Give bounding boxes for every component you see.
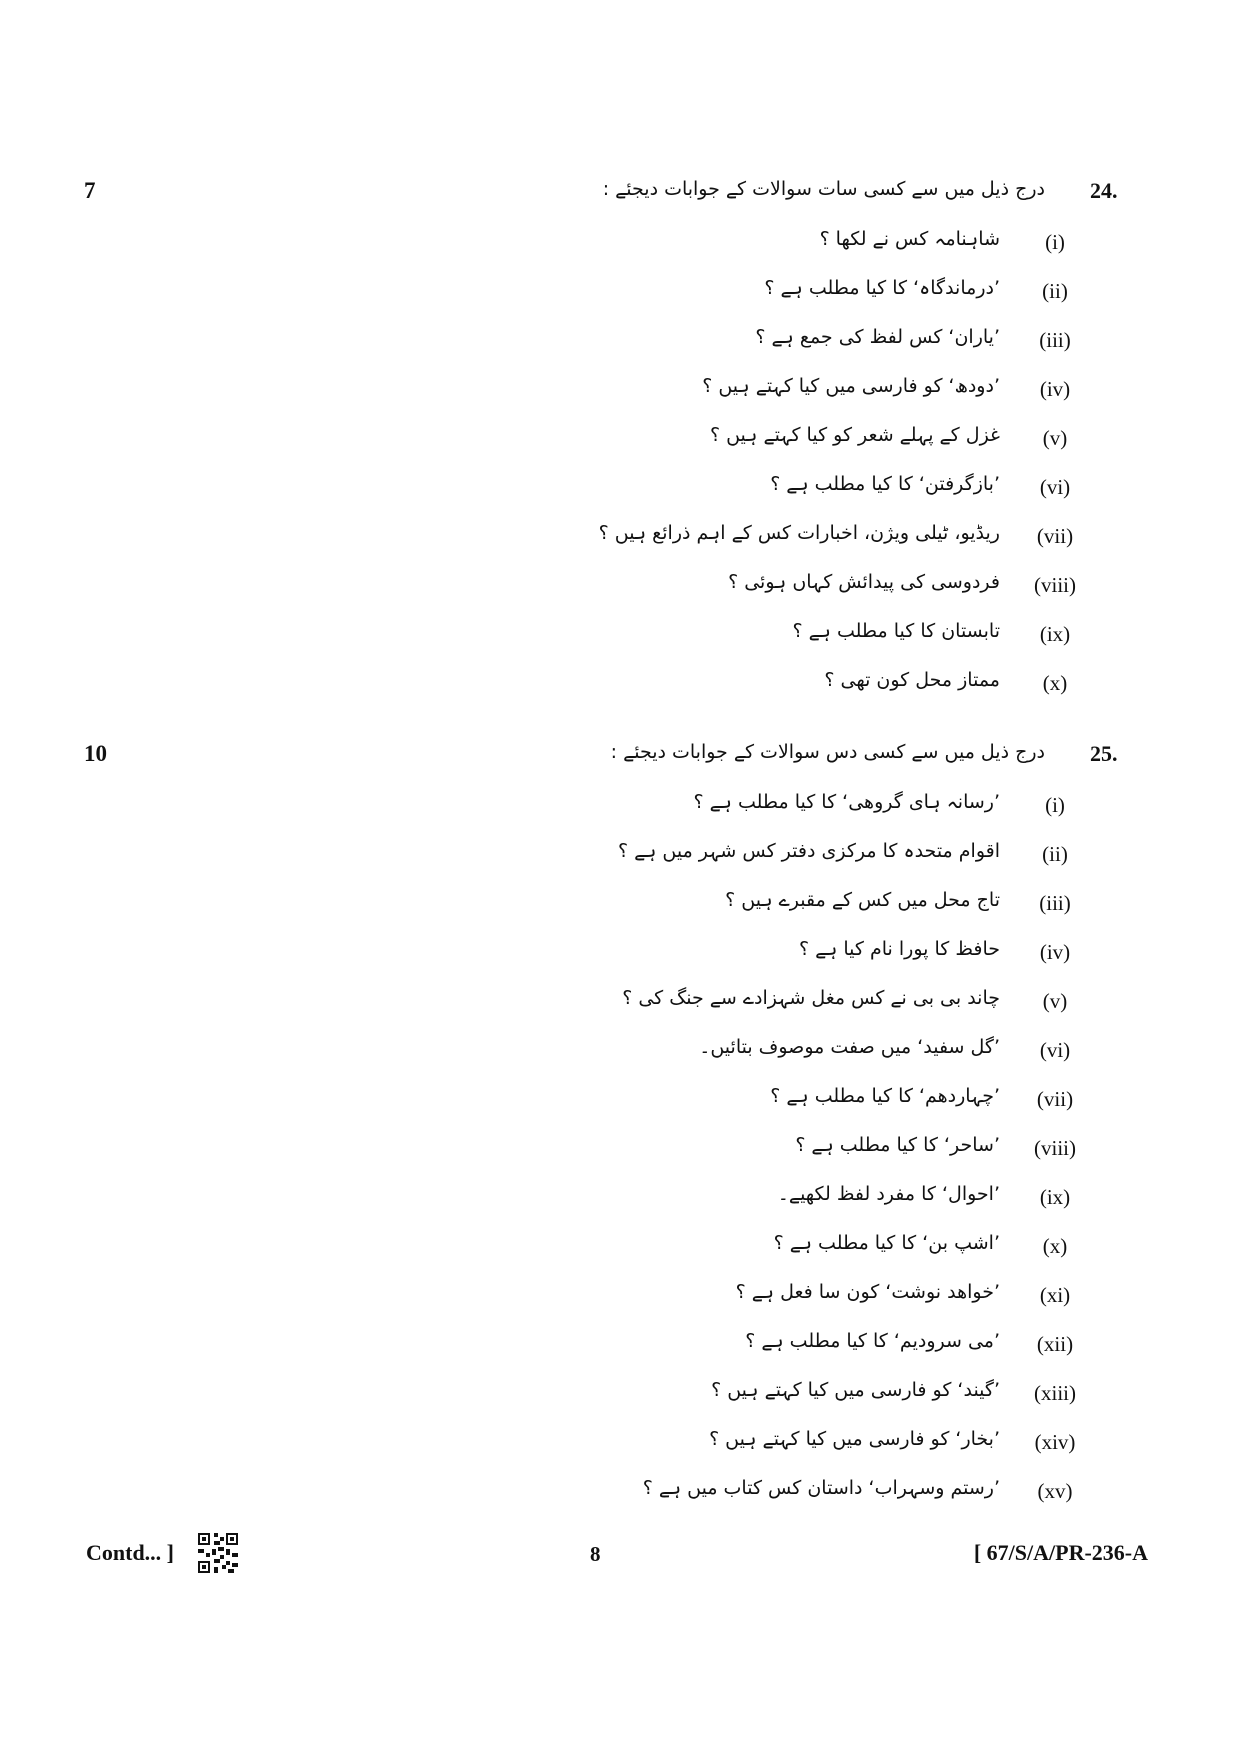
item-text: ’رسانہ ہای گروھی‘ کا کیا مطلب ہے ؟ [693,791,1000,813]
item-text: ’یاران‘ کس لفظ کی جمع ہے ؟ [755,326,1000,348]
q25-item [0,1426,1240,1466]
item-text: ممتاز محل کون تھی ؟ [824,669,1000,691]
qr-code-icon [198,1533,238,1573]
item-text: شاہنامہ کس نے لکھا ؟ [819,228,1000,250]
item-text: ’اشپ بن‘ کا کیا مطلب ہے ؟ [773,1232,1000,1254]
item-text: تابستان کا کیا مطلب ہے ؟ [792,620,1000,642]
q24-item [0,422,1240,462]
item-roman: (xiv) [1034,1430,1076,1454]
item-text: ’می سرودیم‘ کا کیا مطلب ہے ؟ [745,1330,1000,1352]
q24-item [0,667,1240,707]
q25-instruction: درج ذیل میں سے کسی دس سوالات کے جوابات دیجئے : [610,741,1045,763]
item-roman: (iv) [1039,377,1071,401]
item-roman: (vi) [1039,1038,1071,1062]
item-text: ’گیند‘ کو فارسی میں کیا کہتے ہیں ؟ [711,1379,1000,1401]
item-text: ’درماندگاہ‘ کا کیا مطلب ہے ؟ [764,277,1000,299]
item-roman: (x) [1042,1234,1068,1258]
item-roman: (xv) [1037,1479,1073,1503]
q25-item [0,1083,1240,1123]
item-roman: (ix) [1039,1185,1071,1209]
item-text: چاند بی بی نے کس مغل شہزادے سے جنگ کی ؟ [622,987,1000,1009]
item-roman: (vii) [1036,1087,1074,1111]
q24-item [0,618,1240,658]
item-text: ’بازگرفتن‘ کا کیا مطلب ہے ؟ [770,473,1000,495]
q24-item [0,226,1240,266]
q24-item [0,569,1240,609]
q25-item [0,1279,1240,1319]
item-text: ’رستم وسہراب‘ داستان کس کتاب میں ہے ؟ [642,1477,1000,1499]
item-roman: (x) [1042,671,1068,695]
q25-marks: 10 [84,741,107,766]
item-text: اقوام متحدہ کا مرکزی دفتر کس شہر میں ہے ؟ [617,840,1000,862]
q25-item [0,838,1240,878]
q25-item [0,789,1240,829]
paper-code: [ 67/S/A/PR-236-A [973,1540,1148,1565]
item-roman: (ii) [1042,842,1068,866]
q24-item [0,471,1240,511]
q25-item [0,985,1240,1025]
item-text: فردوسی کی پیدائش کہاں ہوئی ؟ [728,571,1000,593]
item-text: ’دودھ‘ کو فارسی میں کیا کہتے ہیں ؟ [702,375,1000,397]
q25-item [0,887,1240,927]
q24-marks: 7 [84,178,96,203]
item-roman: (vi) [1039,475,1071,499]
item-roman: (xiii) [1034,1381,1076,1405]
q25-item [0,1377,1240,1417]
q25-item [0,1132,1240,1172]
q24-item [0,324,1240,364]
q25-item [0,1034,1240,1074]
item-text: ’چہاردھم‘ کا کیا مطلب ہے ؟ [770,1085,1000,1107]
item-roman: (vii) [1036,524,1074,548]
item-roman: (i) [1045,230,1065,254]
item-text: غزل کے پہلے شعر کو کیا کہتے ہیں ؟ [709,424,1000,446]
item-text: ’خواھد نوشت‘ کون سا فعل ہے ؟ [735,1281,1000,1303]
item-roman: (iii) [1039,328,1071,352]
q25-item [0,936,1240,976]
q25-number: 25. [1090,741,1118,766]
item-text: ’احوال‘ کا مفرد لفظ لکھیے۔ [777,1183,1000,1205]
contd-label: Contd... ] [86,1540,175,1565]
item-roman: (ix) [1039,622,1071,646]
page-number: 8 [590,1542,601,1566]
q24-item [0,520,1240,560]
q24-item [0,373,1240,413]
item-text: ’ساحر‘ کا کیا مطلب ہے ؟ [795,1134,1000,1156]
q24-item [0,275,1240,315]
item-roman: (viii) [1034,1136,1076,1160]
item-roman: (i) [1045,793,1065,817]
q24-number: 24. [1090,178,1118,203]
q25-item [0,1475,1240,1515]
q24-instruction: درج ذیل میں سے کسی سات سوالات کے جوابات دیجئے : [602,178,1045,200]
item-roman: (iv) [1039,940,1071,964]
item-roman: (viii) [1034,573,1076,597]
item-roman: (xii) [1036,1332,1074,1356]
item-text: ریڈیو، ٹیلی ویژن، اخبارات کس کے اہم ذرائع ہیں ؟ [598,522,1000,544]
q25-item [0,1230,1240,1270]
item-text: تاج محل میں کس کے مقبرے ہیں ؟ [725,889,1000,911]
item-text: حافظ کا پورا نام کیا ہے ؟ [798,938,1000,960]
item-text: ’گل سفید‘ میں صفت موصوف بتائیں۔ [699,1036,1000,1058]
q25-item [0,1328,1240,1368]
item-roman: (v) [1042,426,1068,450]
item-roman: (v) [1042,989,1068,1013]
item-roman: (iii) [1039,891,1071,915]
item-text: ’بخار‘ کو فارسی میں کیا کہتے ہیں ؟ [709,1428,1000,1450]
item-roman: (xi) [1039,1283,1071,1307]
item-roman: (ii) [1042,279,1068,303]
q25-item [0,1181,1240,1221]
